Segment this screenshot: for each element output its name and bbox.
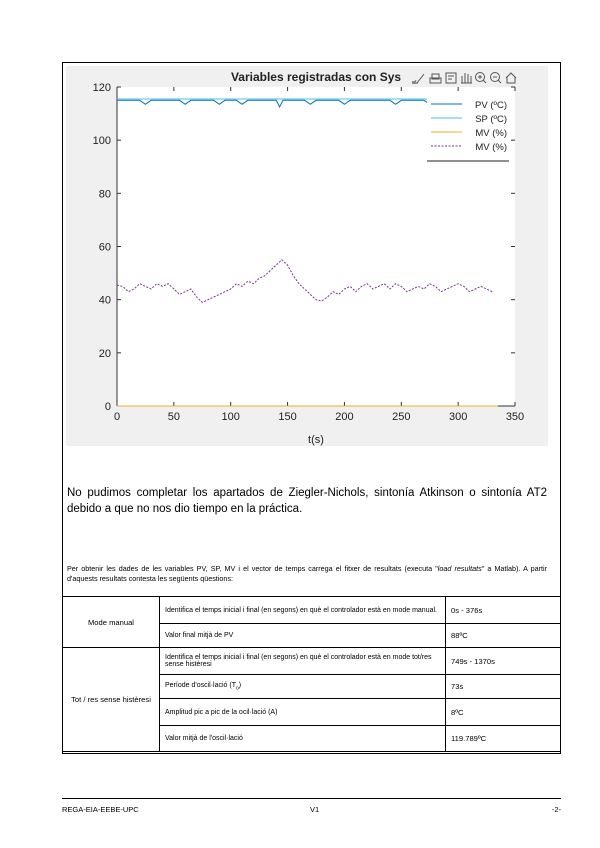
brush-icon[interactable] xyxy=(412,74,424,84)
y-tick-label: 60 xyxy=(98,241,111,254)
y-tick-label: 80 xyxy=(98,188,111,201)
answer-cell[interactable]: 8ºC xyxy=(446,699,561,726)
intro-text: Per obtenir les dades de les variables PV, SP, MV i el vector de temps carrega el fitxer de resultats (executa " xyxy=(67,564,438,573)
question-cell: Amplitud pic a pic de la ocil·lació (A) xyxy=(160,699,446,726)
question-text: Període d'oscil·lació (T xyxy=(165,681,236,689)
legend-entry: MV (%) xyxy=(475,142,507,153)
intro-command: load resultats xyxy=(437,564,482,573)
x-tick-label: 50 xyxy=(167,411,180,423)
datatip-icon[interactable] xyxy=(446,73,456,83)
zoom-out-icon[interactable] xyxy=(491,73,502,84)
note-paragraph: No pudimos completar los apartados de Ziegler-Nichols, sintonía Atkinson o sintonía AT2 debido a que no nos dio tiempo en la práctica. xyxy=(67,487,547,515)
question-cell: Valor mitjà de l'oscil·lació xyxy=(160,726,446,752)
legend-entry: MV (%) xyxy=(475,128,507,139)
answer-cell[interactable]: 88ºC xyxy=(446,624,561,648)
question-cell: Identifica el temps inicial i final (en segons) en què el controlador està en mode tot/res sense histèresi xyxy=(160,648,446,675)
table-row xyxy=(63,597,561,624)
y-tick-label: 40 xyxy=(98,294,111,307)
x-tick-label: 350 xyxy=(505,411,525,423)
legend-entry: PV (ºC) xyxy=(475,100,507,111)
chart-title: Variables registradas con Sys xyxy=(230,70,402,84)
question-text-end: ) xyxy=(238,681,242,689)
questions-table xyxy=(62,596,561,752)
x-tick-label: 200 xyxy=(335,411,354,423)
table-row xyxy=(63,648,561,675)
x-tick-label: 300 xyxy=(448,411,468,423)
pan-icon[interactable] xyxy=(461,73,472,83)
zoom-in-icon[interactable] xyxy=(476,73,487,84)
y-tick-label: 120 xyxy=(92,82,111,94)
answer-cell[interactable]: 0s - 376s xyxy=(446,597,561,624)
x-tick-label: 100 xyxy=(221,411,240,423)
question-subscript: o xyxy=(235,685,239,692)
footer-center: V1 xyxy=(310,805,320,814)
y-tick-label: 100 xyxy=(92,135,111,148)
answer-cell[interactable]: 119.789ºC xyxy=(446,726,561,752)
line-chart xyxy=(66,66,548,446)
footer-right: -2- xyxy=(551,805,561,814)
question-cell xyxy=(160,675,446,699)
x-tick-label: 250 xyxy=(392,411,411,423)
answer-cell[interactable]: 749s - 1370s xyxy=(446,648,561,675)
x-tick-label: 0 xyxy=(113,411,121,423)
intro-text-end: " a Matlab). A partir d'aquests resultats contesta les següents qüestions: xyxy=(67,564,548,583)
print-icon[interactable] xyxy=(430,74,441,83)
instructions-paragraph xyxy=(67,564,547,584)
matlab-figure xyxy=(66,66,548,446)
legend-entry: SP (ºC) xyxy=(475,114,507,125)
home-icon[interactable] xyxy=(506,73,516,83)
answer-cell[interactable]: 73s xyxy=(446,675,561,699)
x-tick-label: 150 xyxy=(278,411,297,423)
question-cell: Identifica el temps inicial i final (en segons) en què el controlador està en mode manual. xyxy=(160,597,446,624)
legend xyxy=(427,98,509,161)
y-tick-label: 20 xyxy=(98,347,111,360)
question-cell: Valor final mitjà de PV xyxy=(160,624,446,648)
group-label: Mode manual xyxy=(63,597,160,648)
x-axis-label: t(s) xyxy=(308,434,324,446)
footer-left: REGA-EIA-EEBE-UPC xyxy=(62,805,139,814)
group-label: Tot / res sense histèresi xyxy=(63,648,160,752)
y-tick-label: 0 xyxy=(104,401,111,413)
page-footer xyxy=(62,798,561,814)
